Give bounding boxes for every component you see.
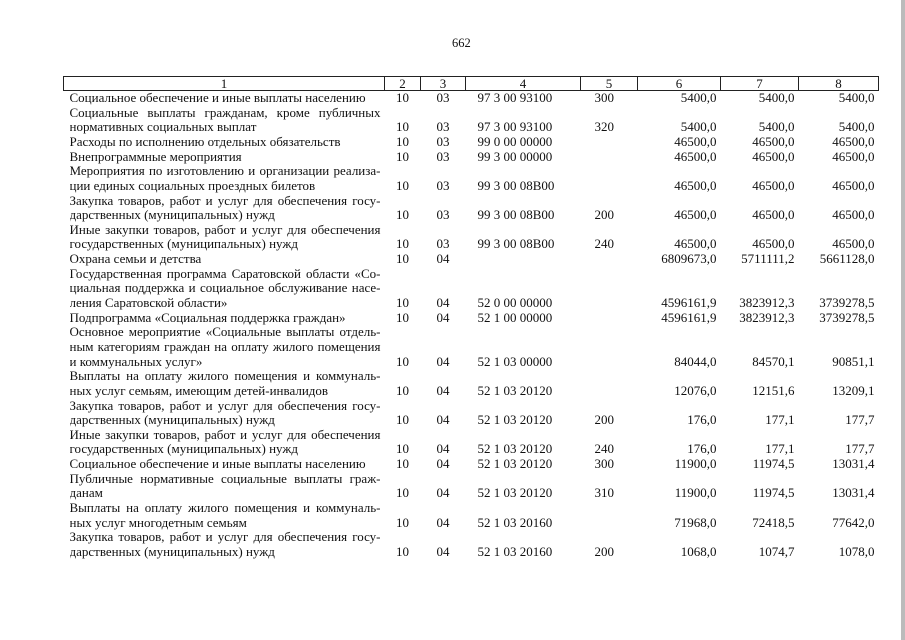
target-article-code: 97 3 00 93100 [477, 90, 553, 105]
amount-col-6: 176,0 [687, 441, 717, 457]
amount-col-6: 84044,0 [674, 353, 717, 369]
header-col-7: 7 [721, 77, 799, 91]
row-name [64, 325, 385, 369]
subsection-code: 04 [436, 514, 450, 530]
amount-col-6: 46500,0 [674, 133, 717, 149]
amount-col-8: 46500,0 [832, 207, 875, 223]
expense-type-code: 200 [594, 543, 614, 559]
budget-table [63, 76, 879, 560]
target-article-code: 52 1 03 20160 [477, 514, 553, 530]
amount-col-8: 46500,0 [832, 236, 875, 252]
row-name [64, 267, 385, 311]
amount-col-6: 6809673,0 [661, 251, 717, 267]
amount-col-6: 4596161,9 [661, 309, 717, 325]
row-name-line: ных услуг многодетным семьям [69, 515, 247, 530]
scan-edge [901, 0, 905, 640]
row-name [64, 252, 385, 267]
expense-type-code: 240 [594, 236, 614, 252]
section-code: 10 [396, 133, 409, 149]
amount-col-7: 3823912,3 [739, 309, 795, 325]
table-row [64, 164, 879, 193]
amount-col-7: 11974,5 [752, 485, 795, 501]
amount-col-6: 46500,0 [674, 148, 717, 164]
amount-col-8: 13031,4 [832, 485, 875, 501]
amount-col-6: 46500,0 [674, 236, 717, 252]
expense-type-code [581, 252, 638, 267]
section-code: 10 [396, 456, 409, 472]
subsection-code: 04 [436, 309, 450, 325]
row-name-line: Подпрограмма «Социальная поддержка граждан» [69, 310, 346, 325]
amount-col-8: 177,7 [845, 441, 875, 457]
target-article-code: 99 0 00 00000 [477, 133, 553, 149]
amount-col-7: 177,1 [765, 441, 795, 457]
expense-type-code [581, 135, 638, 150]
expense-type-code: 240 [594, 441, 614, 457]
subsection-code: 03 [436, 119, 450, 135]
amount-col-8: 5400,0 [838, 119, 875, 135]
amount-col-7: 46500,0 [752, 207, 795, 223]
amount-col-8: 90851,1 [832, 353, 875, 369]
section-code: 10 [396, 353, 409, 369]
row-name-line: ных услуг семьям, имеющим детей-инвалидов [69, 383, 329, 398]
section-code: 10 [396, 236, 409, 252]
target-article-code: 52 1 03 20120 [477, 412, 553, 428]
expense-type-code: 300 [594, 456, 614, 472]
table-row [64, 457, 879, 472]
row-name [64, 399, 385, 428]
row-name-line: Публичные нормативные социальные выплаты граж- [69, 471, 381, 486]
table-row [64, 267, 879, 311]
amount-col-6: 176,0 [687, 412, 717, 428]
row-name-line: Расходы по исполнению отдельных обязательств [69, 134, 341, 149]
subsection-code: 04 [436, 251, 450, 267]
target-article-code: 52 1 00 00000 [477, 309, 553, 325]
amount-col-7: 5711111,2 [741, 251, 795, 267]
amount-col-8: 13209,1 [832, 382, 875, 398]
row-name-line: ным категориям граждан на оплату жилого помещения [69, 339, 381, 354]
header-col-8: 8 [799, 77, 879, 91]
subsection-code: 04 [436, 543, 450, 559]
expense-type-code [581, 501, 638, 530]
amount-col-6: 71968,0 [674, 514, 717, 530]
row-name-line: Основное мероприятие «Социальные выплаты отдель- [69, 325, 381, 340]
amount-col-8: 5400,0 [838, 90, 875, 105]
amount-col-7: 1074,7 [758, 543, 795, 559]
table-row [64, 135, 879, 150]
row-name [64, 135, 385, 150]
table-row [64, 325, 879, 369]
table-row [64, 223, 879, 252]
header-col-4: 4 [466, 77, 581, 91]
amount-col-8: 77642,0 [832, 514, 875, 530]
amount-col-8: 13031,4 [832, 456, 875, 472]
row-name-line: и коммунальных услуг» [69, 354, 203, 369]
expense-type-code: 200 [594, 207, 614, 223]
subsection-code: 04 [436, 382, 450, 398]
subsection-code: 04 [436, 353, 450, 369]
subsection-code: 03 [436, 90, 450, 105]
amount-col-6: 11900,0 [674, 485, 717, 501]
row-name [64, 91, 385, 106]
section-code: 10 [396, 207, 409, 223]
table-row [64, 428, 879, 457]
column-number-header [64, 77, 879, 91]
section-code: 10 [396, 251, 409, 267]
table-row [64, 106, 879, 135]
subsection-code: 04 [436, 456, 450, 472]
section-code: 10 [396, 309, 409, 325]
target-article-code: 99 3 00 08B00 [477, 236, 555, 252]
header-col-5: 5 [581, 77, 638, 91]
amount-col-6: 5400,0 [680, 90, 717, 105]
table-row [64, 252, 879, 267]
expense-type-code: 200 [594, 412, 614, 428]
amount-col-8: 5661128,0 [819, 251, 875, 267]
target-article-code: 52 1 03 00000 [477, 353, 553, 369]
subsection-code: 04 [436, 295, 450, 311]
target-article-code: 52 1 03 20120 [477, 485, 553, 501]
table-row [64, 369, 879, 398]
target-article-code: 52 0 00 00000 [477, 295, 553, 311]
section-code: 10 [396, 90, 409, 105]
header-col-3: 3 [421, 77, 466, 91]
row-name [64, 530, 385, 559]
section-code: 10 [396, 382, 409, 398]
amount-col-7: 46500,0 [752, 133, 795, 149]
amount-col-7: 84570,1 [752, 353, 795, 369]
expense-type-code: 310 [594, 485, 614, 501]
row-name-line: ления Саратовской области» [69, 296, 228, 311]
subsection-code: 03 [436, 207, 450, 223]
section-code: 10 [396, 177, 409, 193]
row-name-line: Иные закупки товаров, работ и услуг для обеспечения [69, 222, 381, 237]
amount-col-6: 11900,0 [674, 456, 717, 472]
table-row [64, 472, 879, 501]
row-name [64, 150, 385, 165]
expense-type-code [581, 311, 638, 326]
amount-col-8: 3739278,5 [819, 309, 875, 325]
table-row [64, 91, 879, 106]
expense-type-code [581, 150, 638, 165]
target-article-code: 52 1 03 20120 [477, 441, 553, 457]
row-name-line: Выплаты на оплату жилого помещения и коммуналь- [69, 369, 381, 384]
row-name [64, 106, 385, 135]
section-code: 10 [396, 485, 409, 501]
section-code: 10 [396, 441, 409, 457]
subsection-code: 04 [436, 441, 450, 457]
subsection-code: 03 [436, 148, 450, 164]
table-row [64, 150, 879, 165]
amount-col-8: 46500,0 [832, 148, 875, 164]
row-name-line: Иные закупки товаров, работ и услуг для обеспечения [69, 427, 381, 442]
target-article-code: 97 3 00 93100 [477, 119, 553, 135]
amount-col-7: 5400,0 [758, 90, 795, 105]
target-article-code: 99 3 00 08B00 [477, 207, 555, 223]
row-name-line: Закупка товаров, работ и услуг для обеспечения госу- [69, 530, 381, 545]
amount-col-8: 46500,0 [832, 133, 875, 149]
header-col-6: 6 [638, 77, 721, 91]
section-code: 10 [396, 514, 409, 530]
target-article-code: 99 3 00 00000 [477, 148, 553, 164]
row-name-line: Мероприятия по изготовлению и организации реализа- [69, 164, 381, 179]
amount-col-7: 12151,6 [752, 382, 795, 398]
amount-col-8: 1078,0 [838, 543, 875, 559]
expense-type-code: 300 [594, 90, 614, 105]
row-name [64, 501, 385, 530]
header-col-1: 1 [64, 77, 385, 91]
section-code: 10 [396, 543, 409, 559]
amount-col-7: 46500,0 [752, 177, 795, 193]
amount-col-7: 3823912,3 [739, 295, 795, 311]
section-code: 10 [396, 119, 409, 135]
amount-col-6: 5400,0 [680, 119, 717, 135]
amount-col-7: 46500,0 [752, 236, 795, 252]
target-article-code [466, 252, 581, 267]
row-name-line: Внепрограммные мероприятия [69, 149, 242, 164]
amount-col-8: 46500,0 [832, 177, 875, 193]
target-article-code: 52 1 03 20120 [477, 456, 553, 472]
amount-col-7: 5400,0 [758, 119, 795, 135]
row-name [64, 223, 385, 252]
amount-col-6: 46500,0 [674, 207, 717, 223]
table-row [64, 501, 879, 530]
row-name-line: Выплаты на оплату жилого помещения и коммуналь- [69, 501, 381, 516]
expense-type-code [581, 325, 638, 369]
row-name-line: дарственных (муниципальных) нужд [69, 208, 275, 223]
row-name-line: Государственная программа Саратовской области «Со- [69, 266, 381, 281]
row-name-line: Социальные выплаты гражданам, кроме публичных [69, 105, 381, 120]
row-name [64, 428, 385, 457]
table-row [64, 194, 879, 223]
row-name-line: Закупка товаров, работ и услуг для обеспечения госу- [69, 398, 381, 413]
section-code: 10 [396, 295, 409, 311]
expense-type-code [581, 267, 638, 311]
amount-col-7: 72418,5 [752, 514, 795, 530]
amount-col-6: 46500,0 [674, 177, 717, 193]
amount-col-7: 177,1 [765, 412, 795, 428]
row-name [64, 472, 385, 501]
row-name-line: дарственных (муниципальных) нужд [69, 413, 275, 428]
subsection-code: 04 [436, 412, 450, 428]
subsection-code: 03 [436, 133, 450, 149]
subsection-code: 03 [436, 236, 450, 252]
target-article-code: 52 1 03 20120 [477, 382, 553, 398]
header-col-2: 2 [385, 77, 421, 91]
row-name [64, 457, 385, 472]
amount-col-8: 177,7 [845, 412, 875, 428]
section-code: 10 [396, 412, 409, 428]
table-row [64, 530, 879, 559]
row-name [64, 194, 385, 223]
section-code: 10 [396, 148, 409, 164]
amount-col-6: 4596161,9 [661, 295, 717, 311]
row-name [64, 369, 385, 398]
row-name-line: Охрана семьи и детства [69, 252, 202, 267]
amount-col-6: 1068,0 [680, 543, 717, 559]
expense-type-code: 320 [594, 119, 614, 135]
amount-col-7: 11974,5 [752, 456, 795, 472]
table-body [64, 91, 879, 560]
row-name-line: циальная поддержка и социальное обслуживание насе- [69, 281, 381, 296]
row-name-line: нормативных социальных выплат [69, 120, 257, 135]
subsection-code: 03 [436, 177, 450, 193]
expense-type-code [581, 369, 638, 398]
row-name-line: ции единых социальных проездных билетов [69, 178, 316, 193]
row-name-line: Социальное обеспечение и иные выплаты населению [69, 91, 366, 106]
table-row [64, 311, 879, 326]
subsection-code: 04 [436, 485, 450, 501]
row-name-line: Закупка товаров, работ и услуг для обеспечения госу- [69, 193, 381, 208]
expense-type-code [581, 164, 638, 193]
target-article-code: 52 1 03 20160 [477, 543, 553, 559]
amount-col-8: 3739278,5 [819, 295, 875, 311]
row-name-line: данам [69, 486, 103, 501]
row-name-line: государственных (муниципальных) нужд [69, 237, 298, 252]
page-number: 662 [452, 36, 471, 50]
row-name-line: Социальное обеспечение и иные выплаты населению [69, 457, 366, 472]
amount-col-6: 12076,0 [674, 382, 717, 398]
amount-col-7: 46500,0 [752, 148, 795, 164]
target-article-code: 99 3 00 08B00 [477, 177, 555, 193]
row-name-line: государственных (муниципальных) нужд [69, 442, 298, 457]
table-row [64, 399, 879, 428]
row-name [64, 311, 385, 326]
row-name [64, 164, 385, 193]
row-name-line: дарственных (муниципальных) нужд [69, 544, 275, 559]
